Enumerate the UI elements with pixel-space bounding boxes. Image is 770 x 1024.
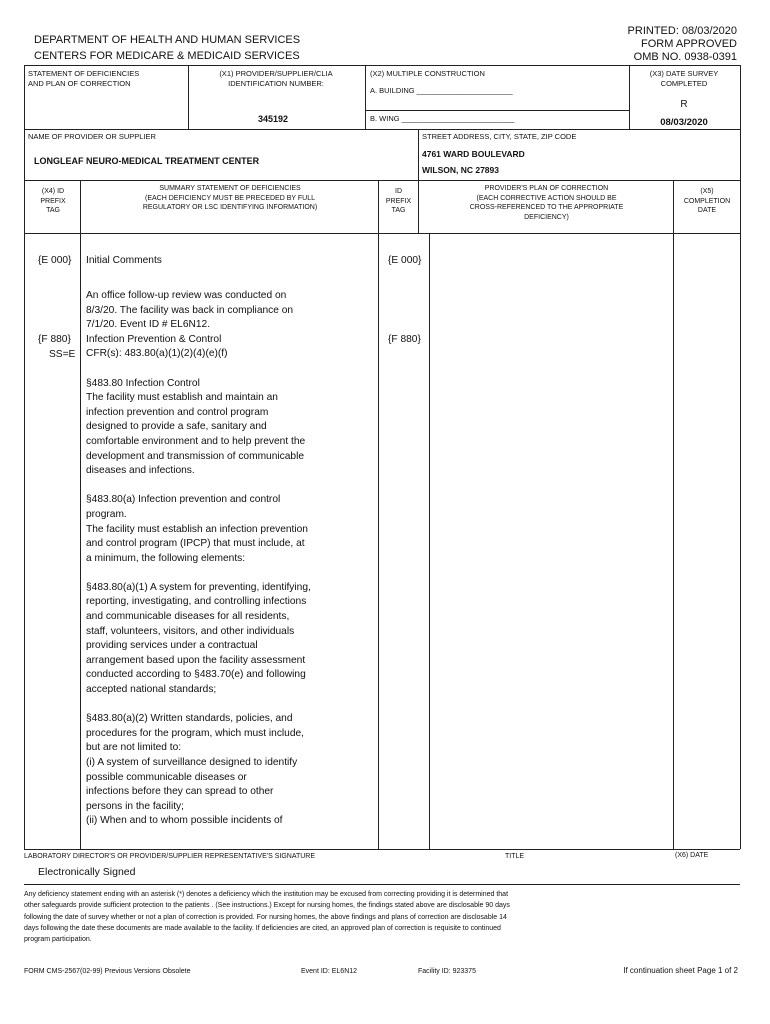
plan-header: PROVIDER'S PLAN OF CORRECTION (EACH CORRECTIVE ACTION SHOULD BE CROSS-REFERENCED TO THE APPROPRIATE DEFICIENCY) <box>469 185 624 221</box>
tag-f880-right: {F 880} <box>388 334 421 345</box>
street-address: 4761 WARD BOULEVARD <box>422 149 525 159</box>
initial-comments-title: Initial Comments <box>86 255 162 266</box>
building-label: A. BUILDING _______________________ <box>370 86 513 95</box>
signature-label: LABORATORY DIRECTOR'S OR PROVIDER/SUPPLIER REPRESENTATIVE'S SIGNATURE <box>24 853 316 860</box>
title-label: TITLE <box>505 853 525 860</box>
form-number: FORM CMS-2567(02-99) Previous Versions Obsolete <box>24 968 191 975</box>
address-label: STREET ADDRESS, CITY, STATE, ZIP CODE <box>422 132 577 141</box>
disclaimer-text: Any deficiency statement ending with an asterisk (*) denotes a deficiency which the institution may be excused from correcting providing it is determined that other safeguards provide sufficient protection to the patients . (See instructions.) Except for nursing homes, the findings stated above are disclosable 90 days following the date of survey whether or not a plan of correction is provided. For nursing homes, the above findings and plans of correction are disclosable 14 days following the date these documents are made available to the facility. If deficiencies are cited, an approved plan of correction is requisite to continued program participation. <box>24 891 510 944</box>
x2-label: (X2) MULTIPLE CONSTRUCTION <box>370 69 485 78</box>
statement-label: STATEMENT OF DEFICIENCIES AND PLAN OF CORRECTION <box>28 69 140 88</box>
centers-title: CENTERS FOR MEDICARE & MEDICAID SERVICES <box>34 50 300 62</box>
x3-label: (X3) DATE SURVEY COMPLETED <box>649 69 719 88</box>
tag-e000-left: {E 000} <box>38 255 72 266</box>
summary-header: SUMMARY STATEMENT OF DEFICIENCIES (EACH DEFICIENCY MUST BE PRECEDED BY FULL REGULATORY OR LSC IDENTIFYING INFORMATION) <box>142 185 318 211</box>
survey-type: R <box>680 99 688 110</box>
date-label: (X6) DATE <box>675 852 709 859</box>
electronic-signature: Electronically Signed <box>38 866 136 878</box>
provider-name-label: NAME OF PROVIDER OR SUPPLIER <box>28 132 156 141</box>
event-id: Event ID: EL6N12 <box>301 968 358 975</box>
provider-id-number: 345192 <box>258 114 289 124</box>
department-title: DEPARTMENT OF HEALTH AND HUMAN SERVICES <box>34 34 301 46</box>
city-state-zip: WILSON, NC 27893 <box>422 165 499 175</box>
scope-severity: SS=E <box>49 349 76 360</box>
printed-date: PRINTED: 08/03/2020 <box>627 25 737 37</box>
facility-id: Facility ID: 923375 <box>418 968 476 975</box>
provider-name: LONGLEAF NEURO-MEDICAL TREATMENT CENTER <box>34 156 260 166</box>
survey-date: 08/03/2020 <box>660 117 708 128</box>
completion-date-header: (X5) COMPLETION DATE <box>683 188 731 214</box>
page-number: If continuation sheet Page 1 of 2 <box>623 966 738 975</box>
id-prefix-header: ID PREFIX TAG <box>385 188 412 214</box>
wing-label: B. WING ___________________________ <box>370 114 515 123</box>
deficiency-text: An office follow-up review was conducted on 8/3/20. The facility was back in compliance on 7/1/20. Event ID # EL6N12. Infection Prevention & Control CFR(s): 483.80(a)(1)(2)(4)(e)(f) §483.80 Infection Control The facility must establish and maintain an infection prevention and control program designed to provide a safe, sanitary and comfortable environment and to help prevent the development and transmission of communicable diseases and infections. §483.80(a) Infection prevention and control program. The facility must establish an infection prevention and control program (IPCP) that must include, at a minimum, the following elements: §483.80(a)(1) A system for preventing, identifying, reporting, investigating, and controlling infections and communicable diseases for all residents, staff, volunteers, visitors, and other individuals providing services under a contractual arrangement based upon the facility assessment conducted according to §483.70(e) and following accepted national standards; §483.80(a)(2) Written standards, policies, and procedures for the program, which must include, but are not limited to: (i) A system of surveillance designed to identify possible communicable diseases or infections before they can spread to other persons in the facility; (ii) When and to whom possible incidents of <box>86 290 311 827</box>
x1-label: (X1) PROVIDER/SUPPLIER/CLIA IDENTIFICATION NUMBER: <box>219 69 333 88</box>
form-approved: FORM APPROVED <box>641 38 737 50</box>
tag-f880-left: {F 880} <box>38 334 71 345</box>
omb-number: OMB NO. 0938-0391 <box>633 51 737 63</box>
tag-e000-right: {E 000} <box>388 255 422 266</box>
x4-prefix-header: (X4) ID PREFIX TAG <box>40 188 66 214</box>
